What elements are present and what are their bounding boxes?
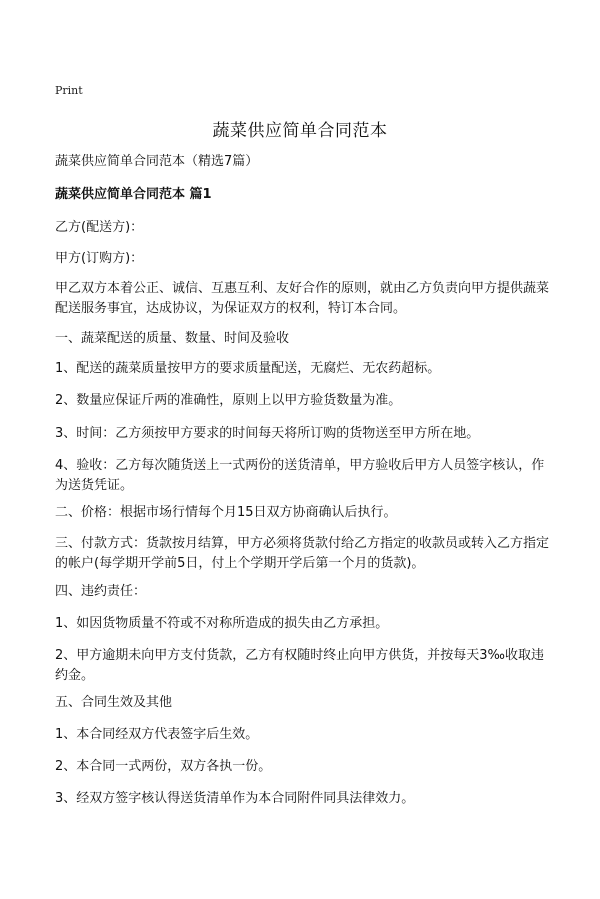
paragraph-clause-1: 一、蔬菜配送的质量、数量、时间及验收 bbox=[55, 331, 290, 346]
paragraph-clause-1-2: 2、数量应保证斤两的准确性，原则上以甲方验货数量为准。 bbox=[55, 393, 402, 408]
section-heading: 蔬菜供应简单合同范本 篇1 bbox=[55, 187, 212, 202]
paragraph-clause-4: 四、违约责任： bbox=[55, 584, 147, 599]
paragraph-clause-5-1: 1、本合同经双方代表签字后生效。 bbox=[55, 727, 259, 742]
paragraph-clause-2: 二、价格：根据市场行情每个月15日双方协商确认后执行。 bbox=[55, 505, 397, 520]
paragraph-clause-5-2: 2、本合同一式两份，双方各执一份。 bbox=[55, 759, 272, 774]
paragraph-clause-1-3: 3、时间：乙方须按甲方要求的时间每天将所订购的货物送至甲方所在地。 bbox=[55, 426, 480, 441]
document-subtitle: 蔬菜供应简单合同范本（精选7篇） bbox=[55, 154, 259, 169]
paragraph-clause-1-4: 4、验收：乙方每次随货送上一式两份的送货清单，甲方验收后甲方人员签字核认，作为送货凭证。 bbox=[55, 458, 545, 493]
paragraph-clause-1-1: 1、配送的蔬菜质量按甲方的要求质量配送，无腐烂、无农药超标。 bbox=[55, 361, 441, 376]
print-link[interactable]: Print bbox=[55, 84, 83, 97]
paragraph-clause-4-2: 2、甲方逾期未向甲方支付货款，乙方有权随时终止向甲方供货，并按每天3‰收取违约金。 bbox=[55, 648, 544, 683]
paragraph-clause-3: 三、付款方式：货款按月结算，甲方必须将货款付给乙方指定的收款员或转入乙方指定的帐户(每学期开学前5日，付上个学期开学后第一个月的货款)。 bbox=[55, 536, 550, 571]
paragraph-clause-5-3: 3、经双方签字核认得送货清单作为本合同附件同具法律效力。 bbox=[55, 791, 415, 806]
paragraph-party-a: 甲方(订购方)： bbox=[55, 251, 144, 266]
paragraph-preamble: 甲乙双方本着公正、诚信、互惠互利、友好合作的原则，就由乙方负责向甲方提供蔬菜配送服务事宜，达成协议，为保证双方的权利，特订本合同。 bbox=[55, 281, 550, 316]
paragraph-party-b: 乙方(配送方)： bbox=[55, 220, 144, 235]
document-title: 蔬菜供应简单合同范本 bbox=[212, 121, 388, 141]
paragraph-clause-5: 五、合同生效及其他 bbox=[55, 695, 173, 710]
paragraph-clause-4-1: 1、如因货物质量不符或不对称所造成的损失由乙方承担。 bbox=[55, 616, 389, 631]
